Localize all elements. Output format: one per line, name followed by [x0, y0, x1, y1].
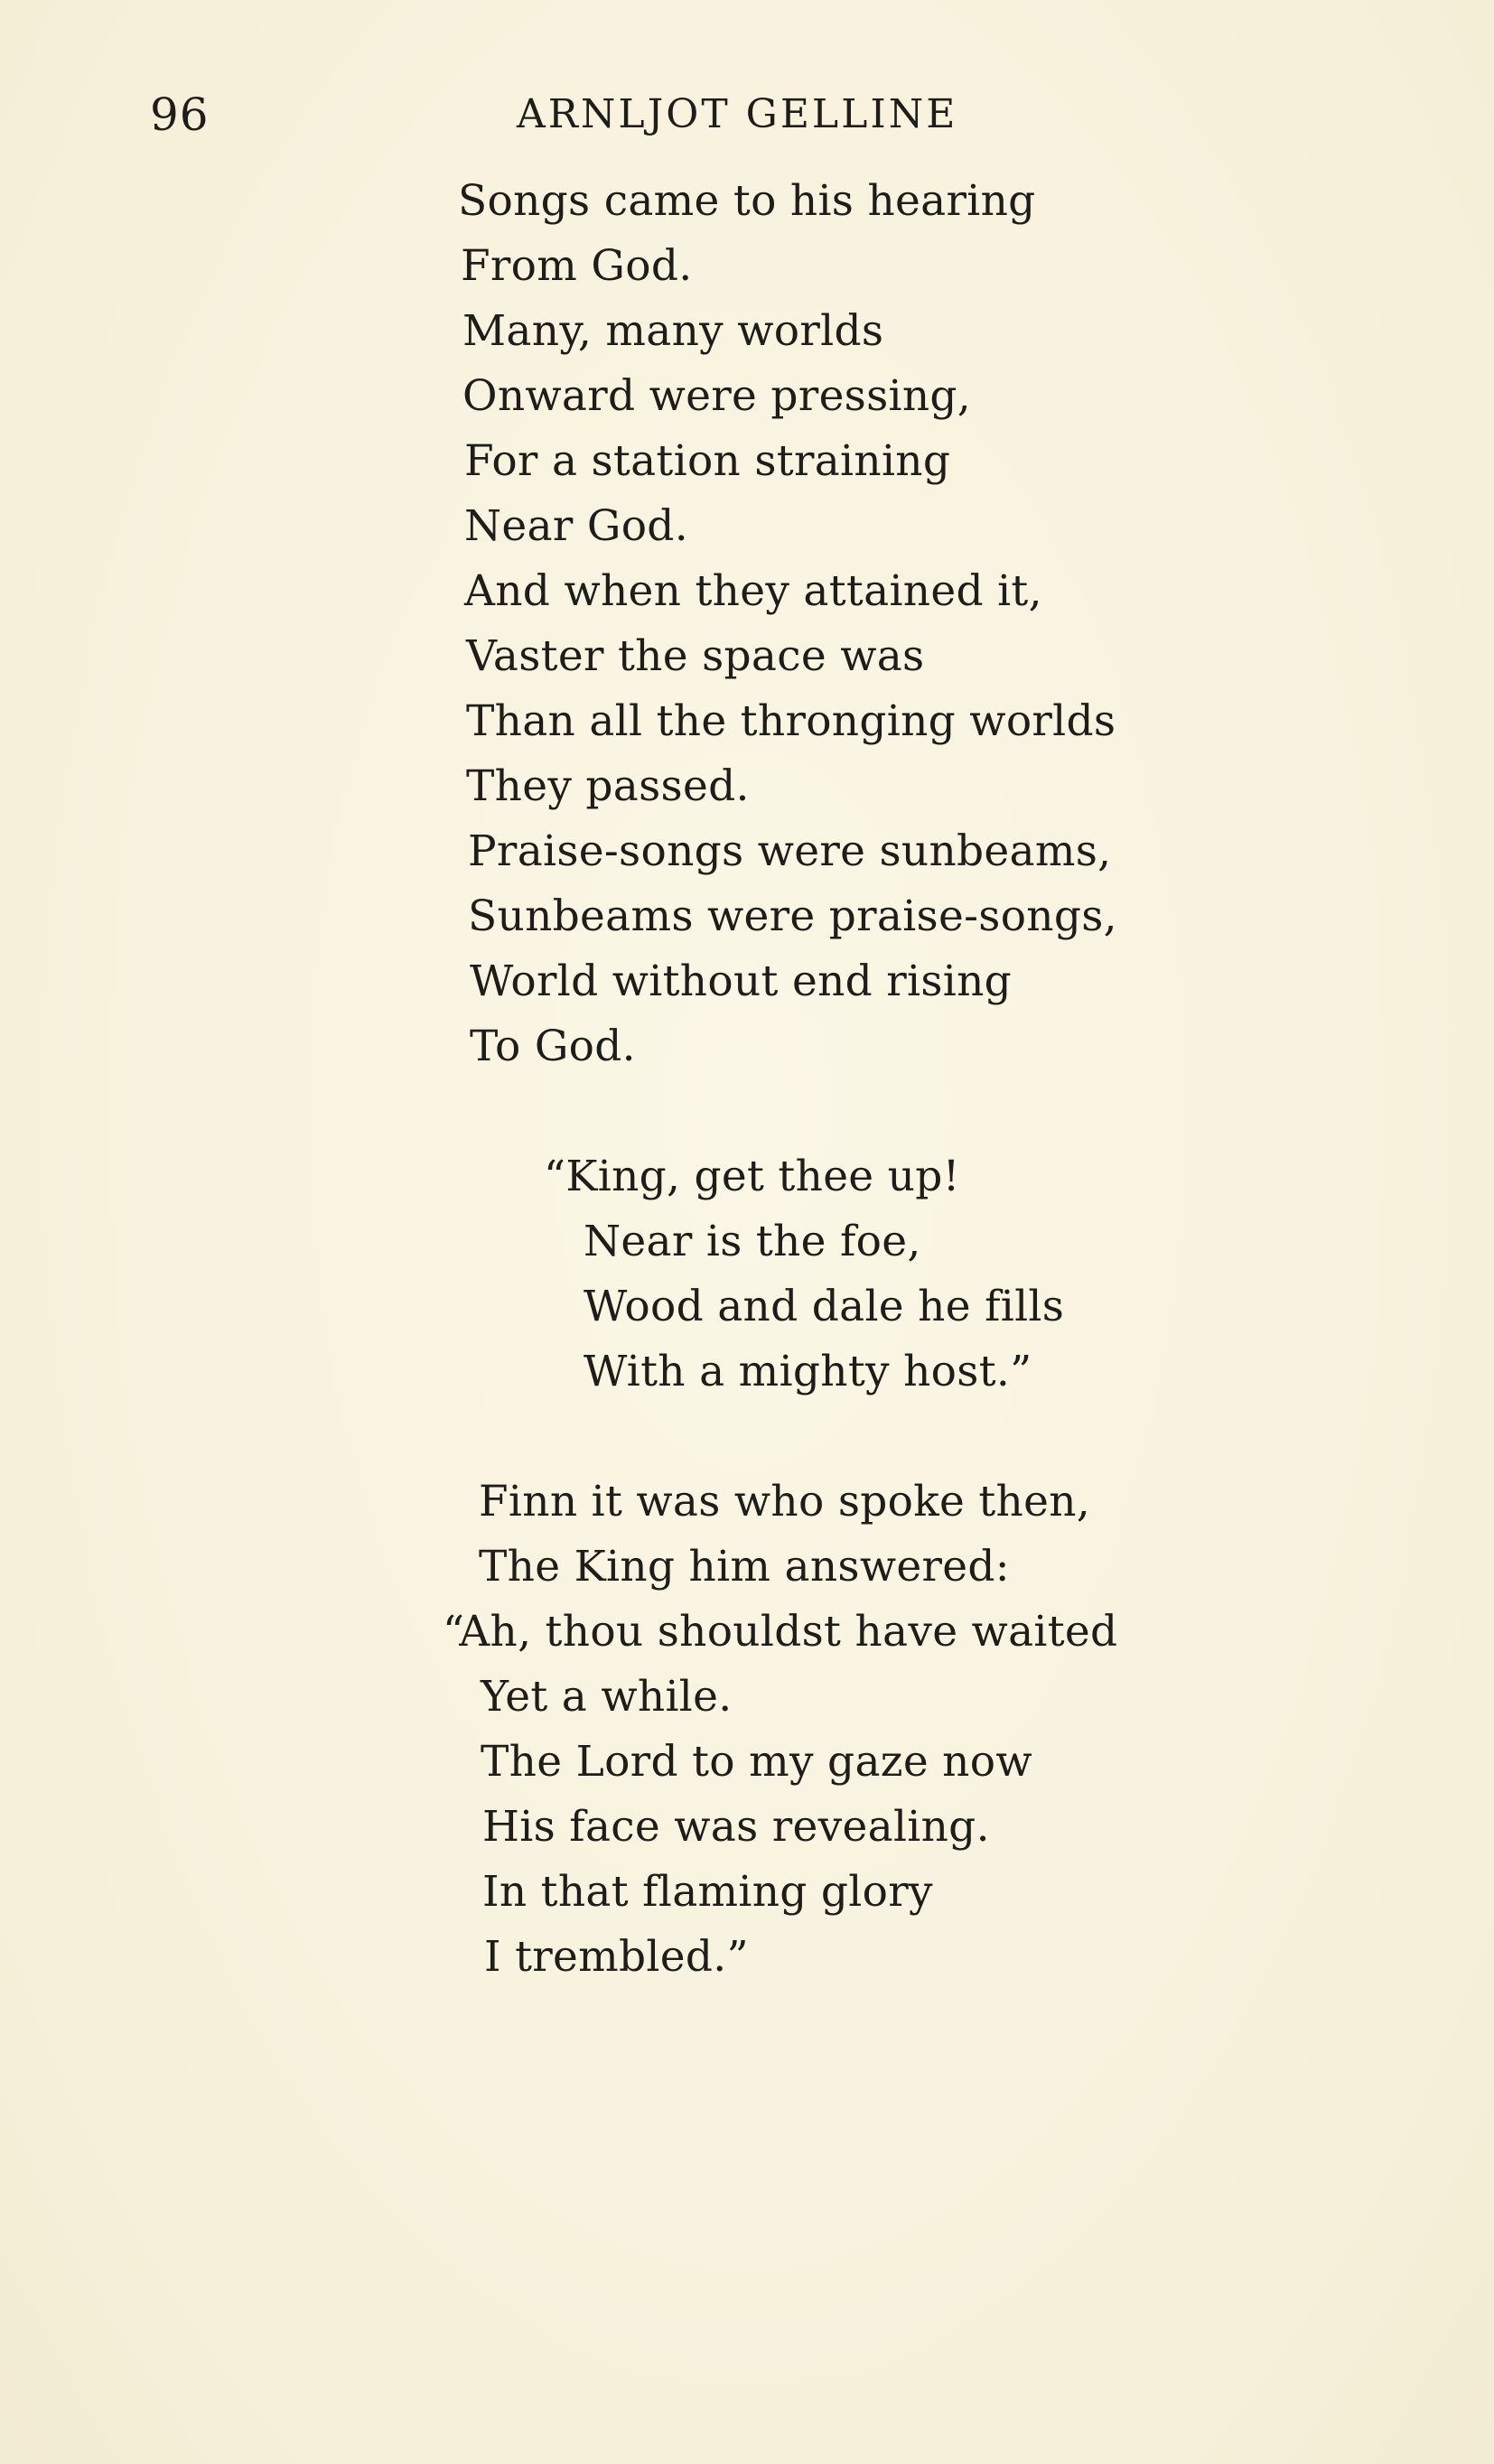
poem-line: For a station straining — [464, 436, 951, 486]
poem-line: Than all the thronging worlds — [466, 696, 1116, 746]
poem-line: Many, many worlds — [462, 306, 884, 356]
poem-line: Vaster the space was — [466, 631, 925, 681]
poem-line: With a mighty host.” — [584, 1347, 1032, 1396]
poem-line: Near God. — [464, 501, 688, 551]
poem-line: Sunbeams were praise-songs, — [468, 891, 1117, 941]
poem-line: “Ah, thou shouldst have waited — [443, 1607, 1118, 1657]
poem-line: Songs came to his hearing — [458, 176, 1036, 226]
poem-line: To God. — [470, 1022, 636, 1071]
poem-line: Near is the foe, — [584, 1217, 921, 1266]
poem-line: His face was revealing. — [482, 1802, 990, 1852]
running-title: ARNLJOT GELLINE — [517, 91, 958, 137]
poem-line: I trembled.” — [484, 1932, 749, 1982]
page-number: 96 — [150, 89, 210, 141]
poem-line: In that flaming glory — [482, 1867, 933, 1917]
poem-line: “King, get thee up! — [544, 1152, 960, 1201]
poem-line: And when they attained it, — [464, 566, 1042, 616]
poem-line: Finn it was who spoke then, — [479, 1477, 1091, 1526]
poem-line: The King him answered: — [479, 1542, 1010, 1591]
poem-line: Wood and dale he fills — [584, 1282, 1065, 1331]
poem-line: Yet a while. — [481, 1672, 733, 1722]
poem-line: The Lord to my gaze now — [481, 1737, 1032, 1787]
poem-line: Praise-songs were sunbeams, — [468, 826, 1112, 876]
poem-line: They passed. — [466, 761, 750, 811]
poem-line: From God. — [461, 241, 693, 291]
page-header — [0, 83, 1494, 146]
poem-line: Onward were pressing, — [462, 371, 972, 421]
poem-line: World without end rising — [470, 957, 1013, 1006]
